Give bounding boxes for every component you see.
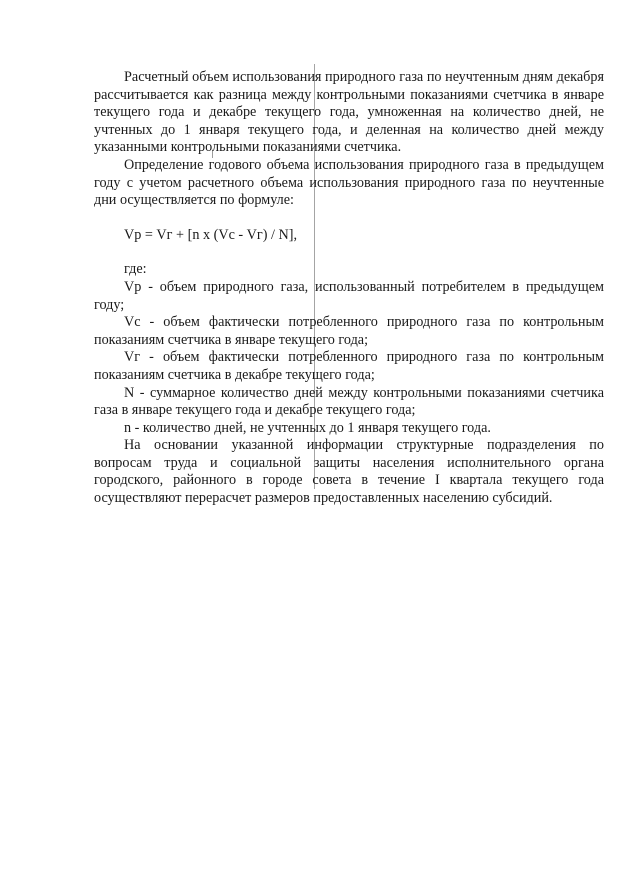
definition-vr: Vр - объем природного газа, использованный потребителем в предыдущем году;: [94, 278, 604, 313]
formula: Vр = Vг + [n х (Vс - Vг) / N],: [124, 226, 298, 243]
definition-vs: Vс - объем фактически потребленного природного газа по контрольным показаниям счетчика в январе текущего года;: [94, 314, 604, 348]
paragraph-annual-volume: Определение годового объема использования природного газа в предыдущем году с учетом расчетного объема использования природного газа по неучтенные дни осуществляется по формуле:: [94, 156, 604, 209]
definition-n-total: N - суммарное количество дней между контрольными показаниями счетчика газа в январе текущего года и декабре текущего года;: [94, 384, 604, 419]
paragraph-recalculation: На основании указанной информации структурные подразделения по вопросам труда и социальной защиты населения исполнительного органа городского, районного в городе совета в течение I квартала текущего года осуществляют перерасчет размеров предоставленных населению субсидий.: [94, 437, 604, 507]
where-label: где:: [124, 261, 147, 278]
document-body: [94, 69, 604, 508]
definition-n-days: n - количество дней, не учтенных до 1 января текущего года.: [124, 419, 491, 436]
paragraph-estimated-volume: Расчетный объем использования природного газа по неучтенным дням декабря рассчитывается как разница между контрольными показаниями счетчика в январе текущего года и декабре текущего года, умноженная на количество дней, не учтенных до 1 января текущего года, и деленная на количество дней между указанными контрольными показаниями счетчика.: [94, 69, 604, 156]
definition-vg: Vг - объем фактически потребленного природного газа по контрольным показаниям счетчика в декабре текущего года;: [94, 349, 604, 383]
